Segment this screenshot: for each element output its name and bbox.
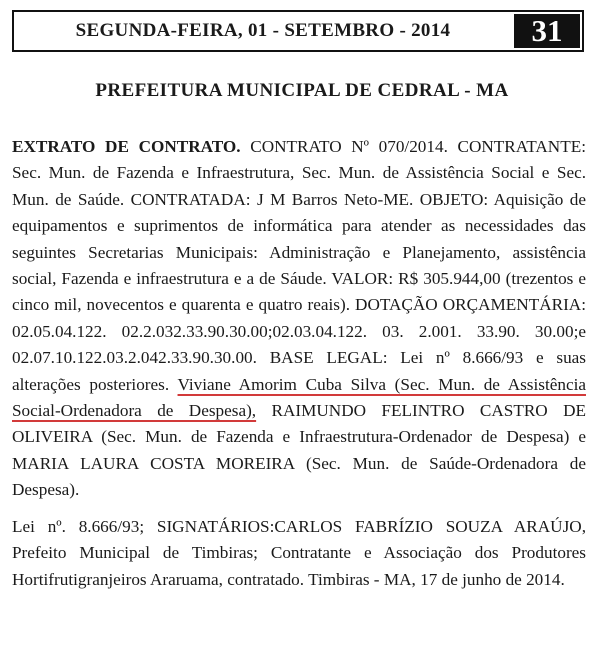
extrato-text-a: CONTRATO Nº 070/2014. CONTRATANTE: Sec. Mun. de Fazenda e Infraestrutura, Sec. Mun. de Assistência Social e Sec. Mun. de Saúde. CONTRATADA: J M Barros Neto-ME. OBJETO: Aquisição de equipamentos e suprimentos de informática para atender as necessidades das seguintes Secretarias Municipais: Administração e Planejamento, assistência social, Fazenda e infraestrutura e a de Sáude. VALOR: R$ 305.944,00 (trezentos e cinco mil, novecentos e quarenta e quatro reais). DOTAÇÃO ORÇAMENTÁRIA: 02.05.04.122. 02.2.032.33.90.30.00;02.03.04.122. 03. 2.001. 33.90. 30.00;e 02.07.10.122.03.2.042.33.90.30.00. BASE LEGAL: Lei nº 8.666/93 e suas alterações posteriores. [12,137,586,394]
highlighted-signatory: Viviane Amorim Cuba Silva (Sec. Mun. de Assistência Social-Ordenadora de Despesa), [12,374,586,421]
page-number: 31 [514,14,580,48]
extrato-text-b: RAIMUNDO FELINTRO CASTRO DE OLIVEIRA (Sec. Mun. de Fazenda e Infraestrutura-Ordenador de Despesa) e MARIA LAURA COSTA MOREIRA (Sec. Mun. de Saúde-Ordenadora de Despesa). [12,401,586,500]
page-header [12,10,584,52]
page-title: PREFEITURA MUNICIPAL DE CEDRAL - MA [95,80,509,101]
header-date: SEGUNDA-FEIRA, 01 - SETEMBRO - 2014 [75,20,451,41]
extrato-paragraph [12,134,586,504]
extrato-lead: EXTRATO DE CONTRATO. [12,137,241,156]
document-body [12,134,586,593]
signatories-paragraph: Lei nº. 8.666/93; SIGNATÁRIOS:CARLOS FABRÍZIO SOUZA ARAÚJO, Prefeito Municipal de Timbiras; Contratante e Associação dos Produtores Hortifrutigranjeiros Araruama, contratado. Timbiras - MA, 17 de junho de 2014. [12,516,586,589]
